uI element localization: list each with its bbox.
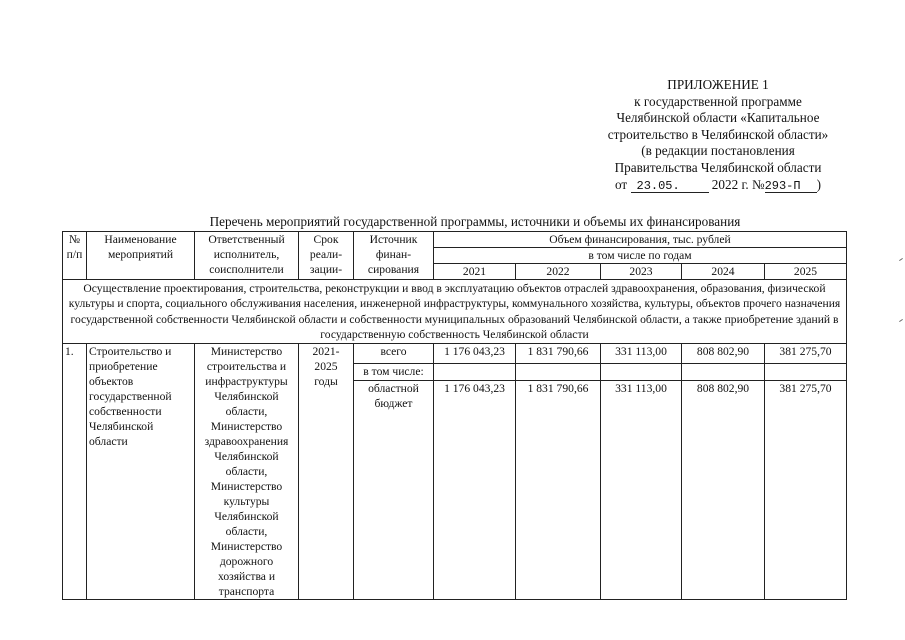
appendix-block [578, 77, 858, 193]
source-total: всего [354, 344, 434, 364]
term: 2021- 2025 годы [299, 344, 354, 600]
value-total-2025: 381 275,70 [765, 344, 847, 364]
header-year: 2025 [765, 264, 847, 280]
value-regional-2024: 808 802,90 [682, 380, 765, 600]
value-empty [765, 364, 847, 380]
header-funding: Объем финансирования, тыс. рублей [434, 232, 847, 248]
measures-table [62, 231, 847, 600]
document-title: Перечень мероприятий государственной программы, источники и объемы их финансирования [209, 214, 741, 229]
value-regional-2025: 381 275,70 [765, 380, 847, 600]
header-term: Срок реали- зации- [299, 232, 354, 280]
value-empty [601, 364, 682, 380]
value-empty [434, 364, 516, 380]
header-num: № п/п [63, 232, 87, 280]
close-paren: ) [816, 176, 821, 192]
appendix-line: Правительства Челябинской области [614, 159, 822, 175]
executors: Министерство строительства и инфраструктуры Челябинской области, Министерство здравоохранения Челябинской области, Министерство культуры Челябинской области, Министерство дорожного хозяйства и транспорта [195, 344, 299, 600]
source-including: в том числе: [354, 364, 434, 380]
resolution-number: 293-П [765, 180, 817, 193]
value-regional-2021: 1 176 043,23 [434, 380, 516, 600]
resolution-date-line [578, 177, 858, 194]
scan-mark [899, 258, 903, 261]
row-number: 1. [63, 344, 87, 600]
measure-name: Строительство и приобретение объектов государственной собственности Челябинской области [87, 344, 195, 600]
value-total-2023: 331 113,00 [601, 344, 682, 364]
resolution-date: 23.05. [631, 180, 709, 193]
header-name: Наименование мероприятий [87, 232, 195, 280]
value-total-2022: 1 831 790,66 [516, 344, 601, 364]
header-by-years: в том числе по годам [434, 248, 847, 264]
appendix-line: (в редакции постановления [641, 143, 795, 159]
value-regional-2022: 1 831 790,66 [516, 380, 601, 600]
header-year: 2022 [516, 264, 601, 280]
appendix-line: строительство в Челябинской области» [607, 126, 829, 142]
value-total-2021: 1 176 043,23 [434, 344, 516, 364]
value-regional-2023: 331 113,00 [601, 380, 682, 600]
date-prefix: от [615, 176, 628, 192]
appendix-line: Челябинской области «Капитальное [616, 110, 820, 126]
header-source: Источник финан- сирования [354, 232, 434, 280]
header-year: 2023 [601, 264, 682, 280]
resolution-year: 2022 г. № [711, 176, 765, 192]
value-empty [682, 364, 765, 380]
appendix-line: к государственной программе [634, 93, 802, 109]
section-header: Осуществление проектирования, строительства, реконструкции и ввод в эксплуатацию объектов отраслей здравоохранения, образования, физической культуры и спорта, социального обслуживания населения, инженерной инфраструктуры, коммунального хозяйства, культуры, объектов прочего назначения государственной собственности Челябинской области и собственности муниципальных образований Челябинской области, а также приобретение зданий в государственную собственность Челябинской области [63, 280, 847, 344]
value-empty [516, 364, 601, 380]
scan-mark [899, 319, 903, 322]
header-executor: Ответственный исполнитель, соисполнители [195, 232, 299, 280]
appendix-title: ПРИЛОЖЕНИЕ 1 [667, 77, 769, 92]
header-year: 2024 [682, 264, 765, 280]
value-total-2024: 808 802,90 [682, 344, 765, 364]
header-year: 2021 [434, 264, 516, 280]
source-regional-budget: областной бюджет [354, 380, 434, 600]
